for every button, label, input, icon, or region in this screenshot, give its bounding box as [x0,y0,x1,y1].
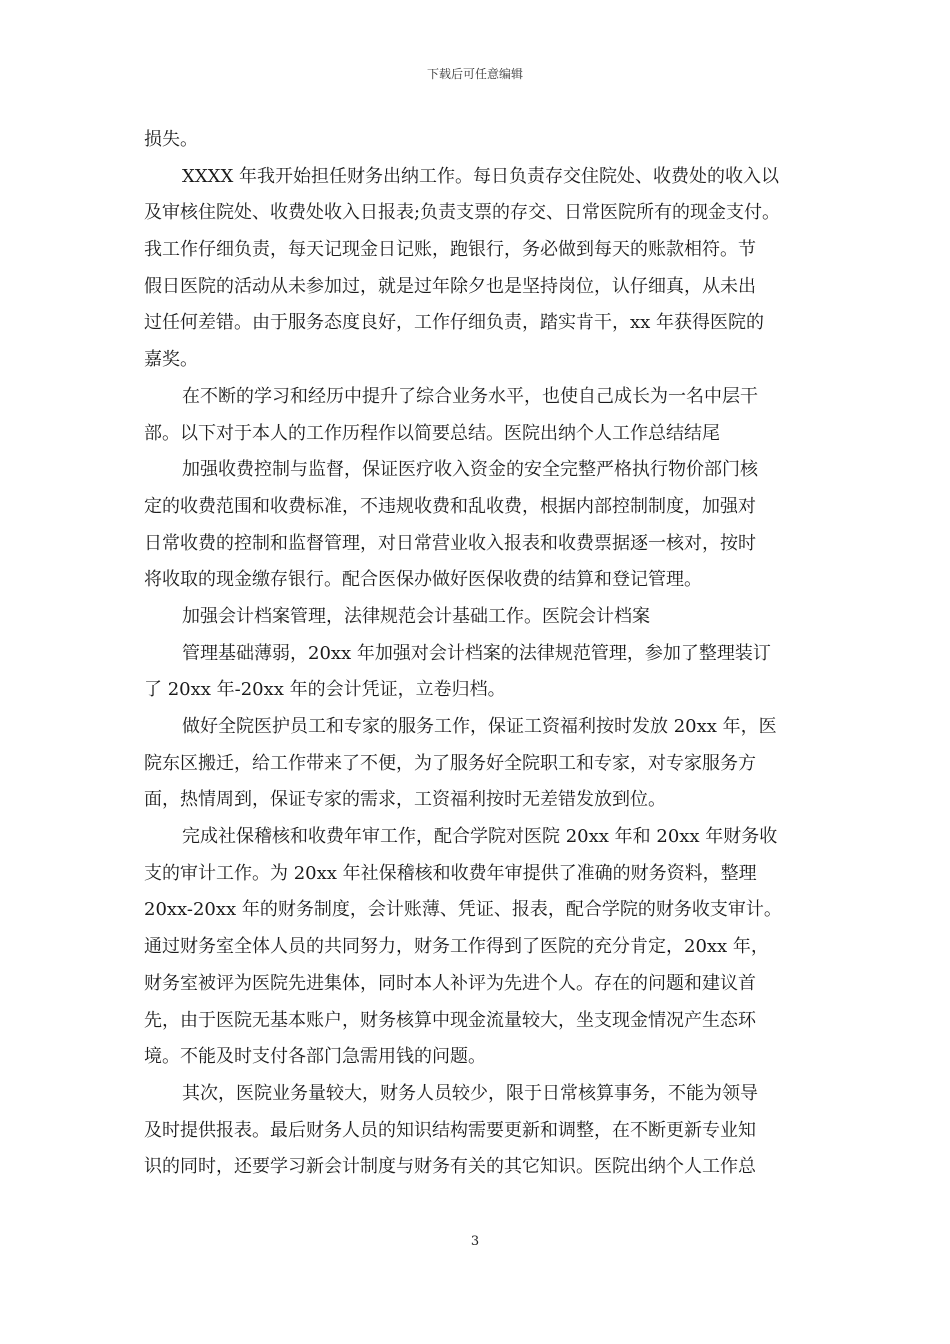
text-line: 将收取的现金缴存银行。配合医保办做好医保收费的结算和登记管理。 [144,569,702,591]
text-line: 在不断的学习和经历中提升了综合业务水平，也使自己成长为一名中层干 [182,385,758,407]
text-line: 支的审计工作。为 20xx 年社保稽核和收费年审提供了准确的财务资料，整理 [144,862,757,884]
page-header: 下载后可任意编辑 [426,67,523,81]
text-line: 面，热情周到，保证专家的需求，工资福利按时无差错发放到位。 [144,789,666,811]
text-line: 先，由于医院无基本账户，财务核算中现金流量较大，坐支现金情况产生态环 [144,1009,756,1031]
text-line: 院东区搬迁，给工作带来了不便，为了服务好全院职工和专家，对专家服务方 [144,752,756,774]
text-line: 我工作仔细负责，每天记现金日记账，跑银行，务必做到每天的账款相符。节 [144,239,756,261]
text-line: 管理基础薄弱，20xx 年加强对会计档案的法律规范管理，参加了整理装订 [182,642,771,664]
text-line: 境。不能及时支付各部门急需用钱的问题。 [144,1046,486,1068]
text-line: 加强收费控制与监督，保证医疗收入资金的安全完整严格执行物价部门核 [182,459,758,481]
text-line: 嘉奖。 [144,349,198,371]
text-line: 识的同时，还要学习新会计制度与财务有关的其它知识。医院出纳个人工作总 [144,1156,756,1178]
text-line: XXXX 年我开始担任财务出纳工作。每日负责存交住院处、收费处的收入以 [182,165,779,187]
text-line: 其次，医院业务量较大，财务人员较少，限于日常核算事务，不能为领导 [182,1082,758,1104]
text-line: 日常收费的控制和监督管理，对日常营业收入报表和收费票据逐一核对，按时 [144,532,756,554]
text-line: 部。以下对于本人的工作历程作以简要总结。医院出纳个人工作总结结尾 [144,422,720,444]
page-number: 3 [470,1234,480,1249]
text-line: 过任何差错。由于服务态度良好，工作仔细负责，踏实肯干，xx 年获得医院的 [144,312,765,334]
text-line: 完成社保稽核和收费年审工作，配合学院对医院 20xx 年和 20xx 年财务收 [182,826,778,848]
text-line: 定的收费范围和收费标准，不违规收费和乱收费，根据内部控制制度，加强对 [144,495,756,517]
text-line: 20xx-20xx 年的财务制度，会计账薄、凭证、报表，配合学院的财务收支审计。 [144,899,782,921]
text-line: 做好全院医护员工和专家的服务工作，保证工资福利按时发放 20xx 年，医 [182,716,777,737]
text-line: 损失。 [144,129,198,150]
text-line: 及时提供报表。最后财务人员的知识结构需要更新和调整，在不断更新专业知 [144,1119,756,1141]
document-body [144,122,808,1186]
text-line: 假日医院的活动从未参加过，就是过年除夕也是坚持岗位，认仔细真，从未出 [144,275,756,297]
text-line: 加强会计档案管理，法律规范会计基础工作。医院会计档案 [182,605,650,627]
text-line: 及审核住院处、收费处收入日报表;负责支票的存交、日常医院所有的现金支付。 [144,202,781,224]
text-line: 财务室被评为医院先进集体，同时本人补评为先进个人。存在的问题和建议首 [144,972,756,994]
text-line: 通过财务室全体人员的共同努力，财务工作得到了医院的充分肯定，20xx 年， [144,936,769,958]
text-line: 了 20xx 年-20xx 年的会计凭证，立卷归档。 [144,679,506,701]
